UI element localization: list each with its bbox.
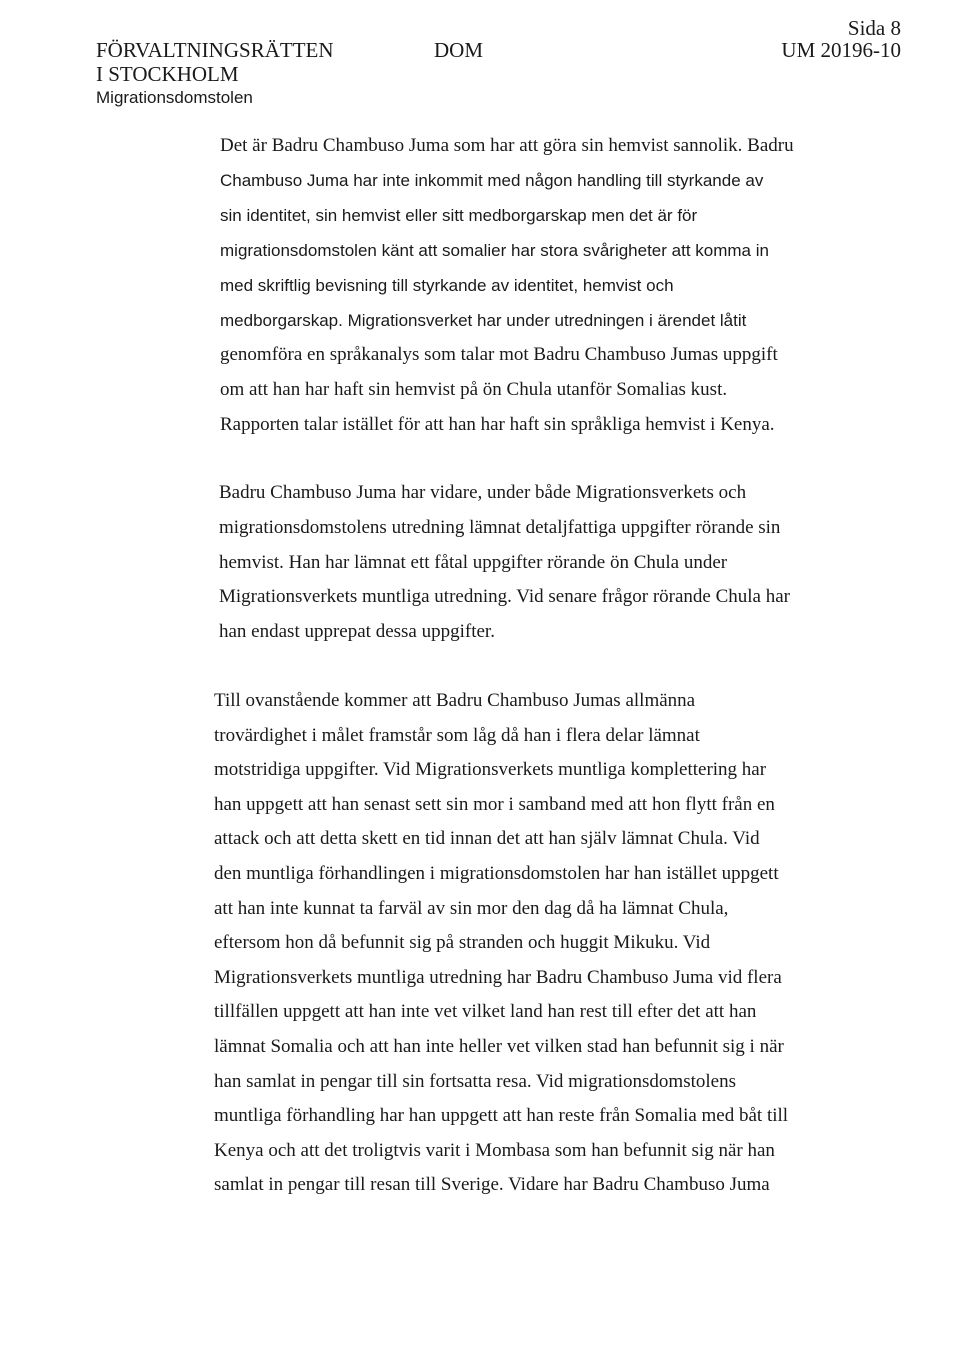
text-line: han samlat in pengar till sin fortsatta resa. Vid migrationsdomstolens bbox=[214, 1070, 736, 1092]
document-type: DOM bbox=[434, 38, 484, 62]
text-line: om att han har haft sin hemvist på ön Chula utanför Somalias kust. bbox=[220, 379, 728, 401]
text-line: tillfällen uppgett att han inte vet vilket land han rest till efter det att han bbox=[214, 1001, 757, 1023]
text-line: Till ovanstående kommer att Badru Chambuso Jumas allmänna bbox=[214, 690, 696, 711]
text-line: han endast upprepat dessa uppgifter. bbox=[219, 621, 495, 643]
text-line: genomföra en språkanalys som talar mot Badru Chambuso Jumas uppgift bbox=[220, 344, 778, 366]
text-line: migrationsdomstolens utredning lämnat detaljfattiga uppgifter rörande sin bbox=[219, 516, 781, 538]
text-line: eftersom hon då befunnit sig på stranden och huggit Mikuku. Vid bbox=[214, 932, 711, 954]
text-line: migrationsdomstolen känt att somalier har stora svårigheter att komma in bbox=[220, 240, 769, 260]
text-line: samlat in pengar till resan till Sverige. Vidare har Badru Chambuso Juma bbox=[214, 1174, 770, 1196]
court-unit: Migrationsdomstolen bbox=[96, 88, 253, 107]
paragraph-1 bbox=[220, 129, 794, 443]
text-line: attack och att detta skett en tid innan det att han själv lämnat Chula. Vid bbox=[214, 828, 760, 850]
paragraph-2 bbox=[219, 476, 790, 650]
text-line: han uppgett att han senast sett sin mor i samband med att hon flytt från en bbox=[214, 793, 775, 815]
text-line: den muntliga förhandlingen i migrationsdomstolen har han istället uppgett bbox=[214, 862, 779, 884]
paragraph-3 bbox=[214, 684, 788, 1203]
text-line: medborgarskap. Migrationsverket har under utredningen i ärendet låtit bbox=[220, 310, 747, 330]
court-name: FÖRVALTNINGSRÄTTEN bbox=[96, 38, 334, 62]
text-line: att han inte kunnat ta farväl av sin mor den dag då ha lämnat Chula, bbox=[214, 897, 729, 919]
text-line: Det är Badru Chambuso Juma som har att göra sin hemvist sannolik. Badru bbox=[220, 135, 794, 156]
text-line: Kenya och att det troligtvis varit i Mombasa som han befunnit sig när han bbox=[214, 1139, 775, 1161]
text-line: Chambuso Juma har inte inkommit med någon handling till styrkande av bbox=[220, 170, 764, 190]
text-line: Badru Chambuso Juma har vidare, under både Migrationsverkets och bbox=[219, 482, 747, 503]
text-line: trovärdighet i målet framstår som låg då han i flera delar lämnat bbox=[214, 724, 700, 746]
court-city: I STOCKHOLM bbox=[96, 62, 239, 86]
text-line: med skriftlig bevisning till styrkande av identitet, hemvist och bbox=[220, 275, 674, 295]
text-line: motstridiga uppgifter. Vid Migrationsverkets muntliga komplettering har bbox=[214, 759, 767, 781]
text-line: Migrationsverkets muntliga utredning har Badru Chambuso Juma vid flera bbox=[214, 966, 782, 988]
text-line: hemvist. Han har lämnat ett fåtal uppgifter rörande ön Chula under bbox=[219, 551, 728, 573]
text-line: Migrationsverkets muntliga utredning. Vid senare frågor rörande Chula har bbox=[219, 586, 790, 608]
text-line: Rapporten talar istället för att han har haft sin språkliga hemvist i Kenya. bbox=[220, 414, 775, 436]
text-line: muntliga förhandling har han uppgett att han reste från Somalia med båt till bbox=[214, 1105, 789, 1127]
text-line: sin identitet, sin hemvist eller sitt medborgarskap men det är för bbox=[220, 205, 698, 225]
page-number: Sida 8 bbox=[847, 16, 901, 40]
case-number: UM 20196-10 bbox=[781, 38, 901, 62]
text-line: lämnat Somalia och att han inte heller vet vilken stad han befunnit sig i när bbox=[214, 1035, 784, 1057]
